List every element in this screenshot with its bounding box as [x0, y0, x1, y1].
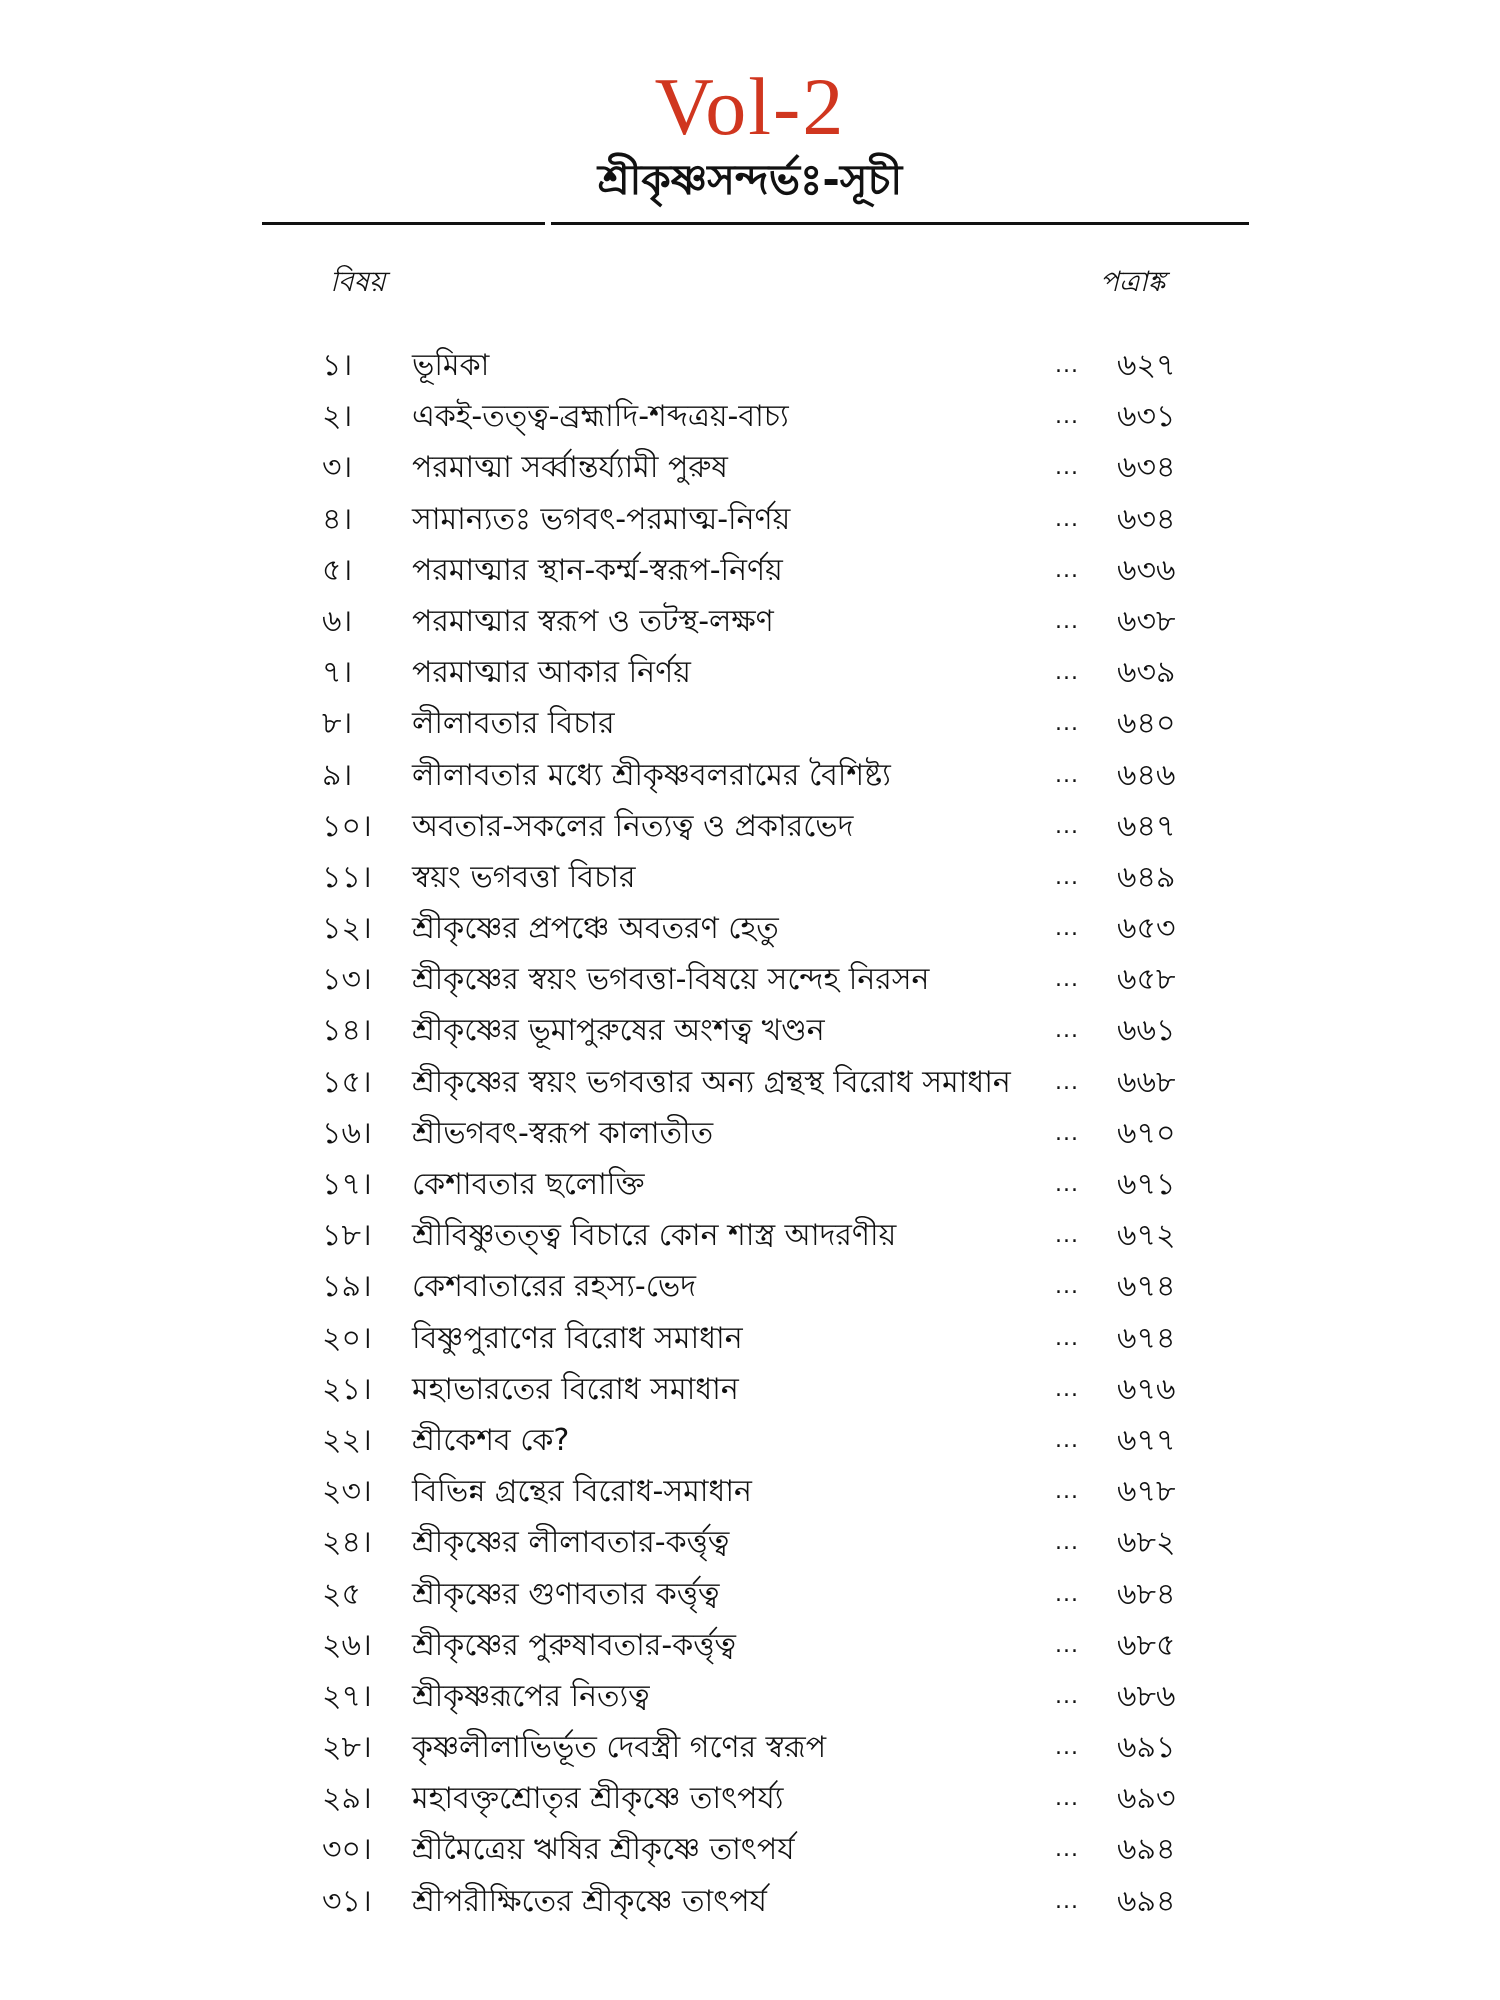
- toc-row: [0, 596, 1500, 647]
- toc-entry-number: ২১।: [322, 1371, 372, 1407]
- toc-row: [0, 1517, 1500, 1568]
- toc-entry-page: ৬৯৩: [1117, 1781, 1176, 1817]
- toc-row: [0, 750, 1500, 801]
- toc-entry-page: ৬৮৫: [1117, 1627, 1176, 1663]
- toc-entry-subject: শ্রীভগবৎ-স্বরূপ কালাতীত: [412, 1115, 714, 1151]
- toc-leader-dots: ...: [1055, 455, 1079, 481]
- toc-entry-subject: বিষ্ণুপুরাণের বিরোধ সমাধান: [412, 1320, 743, 1356]
- toc-leader-dots: ...: [1055, 1376, 1079, 1402]
- toc-entry-page: ৬৫৮: [1117, 962, 1176, 998]
- toc-row: [0, 1569, 1500, 1620]
- toc-row: [0, 340, 1500, 391]
- toc-row: [0, 1057, 1500, 1108]
- toc-row: [0, 1261, 1500, 1312]
- toc-leader-dots: ...: [1055, 557, 1079, 583]
- toc-entry-number: ৬।: [322, 603, 353, 639]
- toc-entry-page: ৬৭৪: [1117, 1269, 1176, 1305]
- title-rule-left: [262, 222, 545, 225]
- toc-entry-page: ৬৮২: [1117, 1525, 1176, 1561]
- toc-entry-page: ৬৫৩: [1117, 911, 1176, 947]
- toc-entry-subject: পরমাত্মার স্বরূপ ও তটস্থ-লক্ষণ: [412, 603, 774, 639]
- title-rule-right: [551, 222, 1249, 225]
- toc-row: [0, 442, 1500, 493]
- toc-entry-subject: একই-তত্ত্ব-ব্রহ্মাদি-শব্দত্রয়-বাচ্য: [412, 399, 789, 435]
- toc-entry-page: ৬৩৬: [1117, 552, 1176, 588]
- toc-entry-number: ২৩।: [322, 1474, 372, 1510]
- toc-entry-number: ১।: [322, 348, 353, 383]
- toc-row: [0, 391, 1500, 442]
- toc-entry-number: ৮।: [322, 706, 353, 742]
- toc-entry-subject: ভূমিকা: [412, 348, 490, 383]
- toc-entry-number: ২৪।: [322, 1525, 372, 1561]
- toc-entry-subject: লীলাবতার মধ্যে শ্রীকৃষ্ণবলরামের বৈশিষ্ট্য: [412, 757, 891, 793]
- toc-row: [0, 1108, 1500, 1159]
- toc-row: [0, 1773, 1500, 1824]
- toc-entry-page: ৬৯৪: [1117, 1832, 1176, 1868]
- toc-entry-page: ৬২৭: [1117, 348, 1176, 383]
- toc-row: [0, 1415, 1500, 1466]
- toc-entry-page: ৬৮৬: [1117, 1678, 1176, 1714]
- toc-leader-dots: ...: [1055, 1172, 1079, 1197]
- toc-leader-dots: ...: [1055, 1018, 1079, 1044]
- toc-row: [0, 1313, 1500, 1364]
- toc-leader-dots: ...: [1055, 506, 1079, 532]
- toc-leader-dots: ...: [1055, 1069, 1079, 1095]
- toc-entry-subject: শ্রীকেশব কে?: [412, 1422, 570, 1458]
- toc-entry-number: ২৫: [322, 1576, 361, 1612]
- toc-leader-dots: ...: [1055, 1735, 1079, 1761]
- toc-entry-subject: অবতার-সকলের নিত্যত্ব ও প্রকারভেদ: [412, 808, 854, 844]
- toc-entry-number: ২৮।: [322, 1730, 372, 1766]
- toc-entry-subject: শ্রীবিষ্ণুতত্ত্ব বিচারে কোন শাস্ত্র আদরণীয়: [412, 1218, 897, 1254]
- toc-entry-number: ২৯।: [322, 1781, 372, 1817]
- toc-entry-subject: মহাভারতের বিরোধ সমাধান: [412, 1371, 739, 1407]
- toc-entry-subject: মহাবক্তৃশ্রোতৃর শ্রীকৃষ্ণে তাৎপর্য্য: [412, 1781, 784, 1817]
- toc-leader-dots: ...: [1055, 916, 1079, 942]
- toc-row: [0, 494, 1500, 545]
- toc-entry-number: ১১।: [322, 859, 372, 895]
- toc-entry-subject: কেশবাতারের রহস্য-ভেদ: [412, 1269, 697, 1305]
- toc-entry-subject: শ্রীমৈত্রেয় ঋষির শ্রীকৃষ্ণে তাৎপর্য: [412, 1832, 795, 1868]
- toc-leader-dots: ...: [1055, 711, 1079, 737]
- toc-leader-dots: ...: [1055, 660, 1079, 686]
- toc-entry-subject: শ্রীপরীক্ষিতের শ্রীকৃষ্ণে তাৎপর্য: [412, 1883, 767, 1919]
- toc-entry-number: ৩১।: [322, 1883, 372, 1919]
- toc-row: [0, 1876, 1500, 1927]
- toc-leader-dots: ...: [1055, 1530, 1079, 1556]
- toc-entry-number: ২০।: [322, 1320, 372, 1356]
- toc-entry-subject: শ্রীকৃষ্ণের লীলাবতার-কর্ত্তৃত্ব: [412, 1525, 730, 1561]
- toc-entry-number: ১৬।: [322, 1115, 372, 1151]
- toc-entry-subject: লীলাবতার বিচার: [412, 706, 615, 742]
- toc-entry-page: ৬৪৬: [1117, 757, 1176, 793]
- toc-entry-subject: শ্রীকৃষ্ণের ভূমাপুরুষের অংশত্ব খণ্ডন: [412, 1013, 825, 1049]
- toc-entry-page: ৬৭১: [1117, 1167, 1176, 1202]
- toc-entry-page: ৬৯৪: [1117, 1883, 1176, 1919]
- toc-row: [0, 852, 1500, 903]
- toc-row: [0, 1210, 1500, 1261]
- toc-row: [0, 1364, 1500, 1415]
- toc-entry-page: ৬৩৪: [1117, 501, 1176, 537]
- toc-entry-number: ৯।: [322, 757, 353, 793]
- toc-entry-number: ১৭।: [322, 1167, 372, 1202]
- toc-entry-number: ৭।: [322, 655, 353, 691]
- toc-leader-dots: ...: [1055, 1888, 1079, 1914]
- toc-row: [0, 954, 1500, 1005]
- toc-leader-dots: ...: [1055, 353, 1079, 378]
- toc-entry-page: ৬৭০: [1117, 1115, 1176, 1151]
- toc-entry-number: ২৬।: [322, 1627, 372, 1663]
- toc-entry-number: ১৫।: [322, 1064, 372, 1100]
- toc-entry-number: ১৯।: [322, 1269, 372, 1305]
- toc-row: [0, 698, 1500, 749]
- toc-leader-dots: ...: [1055, 1786, 1079, 1812]
- toc-row: [0, 1620, 1500, 1671]
- toc-entry-page: ৬৭৪: [1117, 1320, 1176, 1356]
- toc-row: [0, 903, 1500, 954]
- toc-row: [0, 545, 1500, 596]
- toc-entry-number: ১২।: [322, 911, 372, 947]
- toc-entry-subject: কৃষ্ণলীলাভির্ভূত দেবস্ত্রী গণের স্বরূপ: [412, 1730, 827, 1766]
- toc-entry-subject: শ্রীকৃষ্ণরূপের নিত্যত্ব: [412, 1678, 650, 1714]
- toc-entry-subject: স্বয়ং ভগবত্তা বিচার: [412, 859, 636, 895]
- toc-entry-number: ৫।: [322, 552, 353, 588]
- toc-entry-page: ৬৩৯: [1117, 655, 1176, 691]
- toc-entry-number: ৩০।: [322, 1832, 372, 1868]
- toc-entry-number: ৩।: [322, 450, 353, 486]
- toc-entry-subject: শ্রীকৃষ্ণের প্রপঞ্চে অবতরণ হেতু: [412, 911, 779, 947]
- toc-leader-dots: ...: [1055, 762, 1079, 788]
- toc-entry-page: ৬৯১: [1117, 1730, 1176, 1766]
- toc-entry-number: ১৪।: [322, 1013, 372, 1049]
- toc-entry-page: ৬৩৪: [1117, 450, 1176, 486]
- page-title: শ্রীকৃষ্ণসন্দর্ভঃ-সূচী: [597, 155, 903, 204]
- toc-leader-dots: ...: [1055, 1120, 1079, 1146]
- toc-leader-dots: ...: [1055, 967, 1079, 993]
- toc-entry-page: ৬৬৮: [1117, 1064, 1176, 1100]
- toc-row: [0, 1466, 1500, 1517]
- toc-entry-subject: শ্রীকৃষ্ণের গুণাবতার কর্ত্তৃত্ব: [412, 1576, 720, 1612]
- toc-row: [0, 1005, 1500, 1056]
- toc-row: [0, 647, 1500, 698]
- toc-row: [0, 1824, 1500, 1875]
- toc-entry-subject: শ্রীকৃষ্ণের স্বয়ং ভগবত্তা-বিষয়ে সন্দেহ নিরসন: [412, 962, 930, 998]
- toc-entry-number: ৪।: [322, 501, 353, 537]
- toc-leader-dots: ...: [1055, 1683, 1079, 1709]
- toc-row: [0, 1159, 1500, 1210]
- toc-entry-page: ৬৭২: [1117, 1218, 1176, 1254]
- toc-entry-page: ৬৬১: [1117, 1013, 1176, 1049]
- toc-entry-number: ১৮।: [322, 1218, 372, 1254]
- toc-leader-dots: ...: [1055, 864, 1079, 890]
- column-header-subject: বিষয়: [330, 265, 386, 298]
- toc-leader-dots: ...: [1055, 1325, 1079, 1351]
- column-header-page: পত্রাঙ্ক: [1100, 265, 1166, 298]
- toc-leader-dots: ...: [1055, 404, 1079, 430]
- toc-leader-dots: ...: [1055, 1274, 1079, 1300]
- toc-entry-subject: সামান্যতঃ ভগবৎ-পরমাত্ম-নির্ণয়: [412, 501, 791, 537]
- toc-leader-dots: ...: [1055, 608, 1079, 634]
- toc-leader-dots: ...: [1055, 1581, 1079, 1607]
- toc-entry-subject: পরমাত্মার স্থান-কর্ম্ম-স্বরূপ-নির্ণয়: [412, 552, 783, 588]
- toc-entry-subject: শ্রীকৃষ্ণের স্বয়ং ভগবত্তার অন্য গ্রন্থস্থ বিরোধ সমাধান: [412, 1064, 1011, 1100]
- toc-leader-dots: ...: [1055, 1479, 1079, 1505]
- toc-entry-page: ৬৪০: [1117, 706, 1176, 742]
- toc-entry-subject: শ্রীকৃষ্ণের পুরুষাবতার-কর্ত্তৃত্ব: [412, 1627, 736, 1663]
- toc-leader-dots: ...: [1055, 1837, 1079, 1863]
- toc-leader-dots: ...: [1055, 813, 1079, 839]
- toc-entry-page: ৬৭৮: [1117, 1474, 1176, 1510]
- toc-leader-dots: ...: [1055, 1427, 1079, 1453]
- toc-row: [0, 1671, 1500, 1722]
- toc-entry-page: ৬৭৬: [1117, 1371, 1176, 1407]
- toc-entry-number: ২২।: [322, 1422, 372, 1458]
- toc-leader-dots: ...: [1055, 1223, 1079, 1249]
- toc-entry-page: ৬৩৮: [1117, 603, 1176, 639]
- table-of-contents: [0, 340, 1500, 1927]
- toc-entry-number: ২।: [322, 399, 353, 435]
- toc-row: [0, 801, 1500, 852]
- toc-row: [0, 1722, 1500, 1773]
- toc-entry-subject: কেশাবতার ছলোক্তি: [412, 1167, 645, 1202]
- toc-entry-page: ৬৪৭: [1117, 808, 1176, 844]
- toc-entry-page: ৬৮৪: [1117, 1576, 1176, 1612]
- toc-leader-dots: ...: [1055, 1632, 1079, 1658]
- toc-entry-page: ৬৩১: [1117, 399, 1176, 435]
- toc-entry-page: ৬৭৭: [1117, 1422, 1176, 1458]
- toc-entry-subject: বিভিন্ন গ্রন্থের বিরোধ-সমাধান: [412, 1474, 752, 1510]
- toc-entry-page: ৬৪৯: [1117, 859, 1176, 895]
- toc-entry-subject: পরমাত্মার আকার নির্ণয়: [412, 655, 691, 691]
- toc-entry-number: ১০।: [322, 808, 372, 844]
- toc-entry-number: ১৩।: [322, 962, 372, 998]
- volume-heading: Vol-2: [654, 61, 846, 152]
- toc-entry-number: ২৭।: [322, 1678, 372, 1714]
- toc-entry-subject: পরমাত্মা সর্ব্বান্তর্য্যামী পুরুষ: [412, 450, 728, 486]
